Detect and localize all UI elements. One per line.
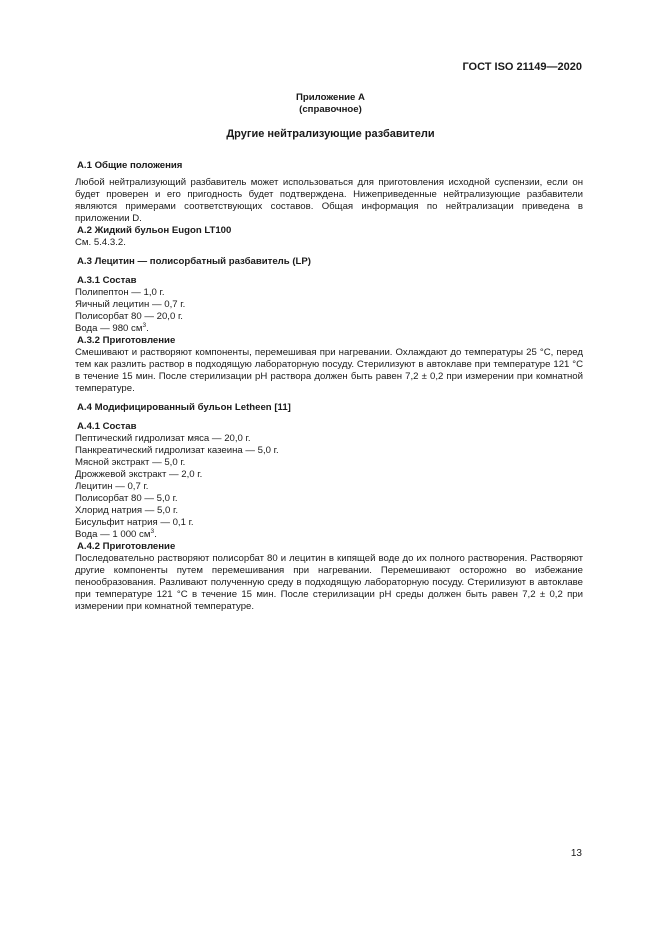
section-a3-1-heading: А.3.1 Состав [77,275,137,286]
section-a1-heading: А.1 Общие положения [77,160,183,171]
section-a4-2-text: Последовательно растворяют полисорбат 80 и лецитин в кипящей воде до их полного растворения. Растворяют другие компоненты путем перемешивания при нагревании. Перемешивают осторожно во избежание пенообразования. Разливают полученную среду в подходящую лабораторную посуду. Стерилизуют в автоклаве при температуре 121 °С в течение 15 мин. После стерилизации рН среды должен быть равен 7,2 ± 0,2 при измерении при комнатной температуре. [75,553,583,612]
ingredient-water [75,529,583,541]
ingredient-line: Полисорбат 80 — 20,0 г. [75,311,183,322]
ingredient-line: Бисульфит натрия — 0,1 г. [75,517,194,528]
page-number: 13 [570,848,582,859]
section-a3-2-heading: А.3.2 Приготовление [77,335,176,346]
water-unit-superscript: 3 [142,322,147,329]
ingredient-line: Хлорид натрия — 5,0 г. [75,505,179,516]
ingredient-line: Панкреатический гидролизат казеина — 5,0 г. [75,445,279,456]
water-end: . [154,529,157,540]
ingredient-line: Яичный лецитин — 0,7 г. [75,299,186,310]
water-end: . [146,323,149,334]
ingredient-water [75,323,583,335]
section-a2-heading: А.2 Жидкий бульон Eugon LT100 [77,225,232,236]
ingredient-line: Полисорбат 80 — 5,0 г. [75,493,178,504]
appendix-heading [0,92,661,116]
standard-designation: ГОСТ ISO 21149—2020 [462,61,582,73]
water-text: Вода — 1 000 см [75,529,151,540]
appendix-title: Другие нейтрализующие разбавители [226,128,435,140]
section-a2-text: См. 5.4.3.2. [75,237,126,248]
section-a1-text: Любой нейтрализующий разбавитель может использоваться для приготовления исходной суспензии, если он будет проверен и его пригодность будет подтверждена. Нижеприведенные нейтрализующие разбавители являются примерами соответствующих составов. Общая информация по нейтрализации приведена в приложении D. [75,177,583,224]
ingredient-line: Полипептон — 1,0 г. [75,287,165,298]
appendix-type: (справочное) [299,104,362,115]
ingredient-line: Пептический гидролизат мяса — 20,0 г. [75,433,251,444]
section-a3-ingredients [75,287,583,335]
water-text: Вода — 980 см [75,323,143,334]
section-a4-heading: А.4 Модифицированный бульон Letheen [11] [77,402,291,413]
appendix-body [75,160,583,613]
section-a3-heading: А.3 Лецитин — полисорбатный разбавитель (LP) [77,256,311,267]
water-unit-superscript: 3 [150,528,155,535]
section-a3-2-text: Смешивают и растворяют компоненты, перемешивая при нагревании. Охлаждают до температуры 25 °С, перед тем как разлить раствор в подходящую лабораторную посуду. Стерилизуют в автоклаве при температуре 121 °С в течение 15 мин. После стерилизации рН раствора должен быть равен 7,2 ± 0,2 при измерении при комнатной температуре. [75,347,583,394]
section-a4-2-heading: А.4.2 Приготовление [77,541,176,552]
section-a4-1-heading: А.4.1 Состав [77,421,137,432]
ingredient-line: Дрожжевой экстракт — 2,0 г. [75,469,203,480]
appendix-label: Приложение А [296,92,365,103]
ingredient-line: Мясной экстракт — 5,0 г. [75,457,186,468]
section-a4-ingredients [75,433,583,541]
ingredient-line: Лецитин — 0,7 г. [75,481,149,492]
